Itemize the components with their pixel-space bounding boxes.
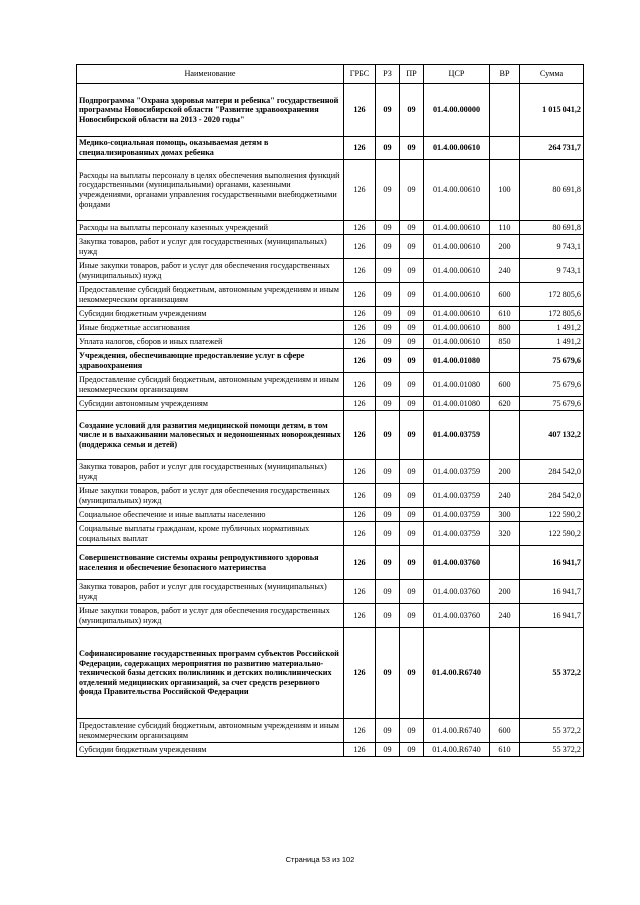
cell-grbs: 126 [344, 580, 376, 604]
cell-rz: 09 [376, 349, 400, 373]
cell-grbs: 126 [344, 411, 376, 460]
cell-csr: 01.4.00.00610 [424, 160, 490, 221]
cell-name: Предоставление субсидий бюджетным, автономным учреждениям и иным некоммерческим организациям [77, 719, 344, 743]
cell-rz: 09 [376, 522, 400, 546]
cell-csr: 01.4.00.03760 [424, 546, 490, 580]
cell-vr: 240 [490, 484, 520, 508]
cell-name: Расходы на выплаты персоналу казенных учреждений [77, 221, 344, 235]
table-row [77, 307, 584, 321]
cell-pr: 09 [400, 411, 424, 460]
cell-grbs: 126 [344, 321, 376, 335]
cell-name: Предоставление субсидий бюджетным, автономным учреждениям и иным некоммерческим организациям [77, 373, 344, 397]
cell-csr: 01.4.00.03759 [424, 484, 490, 508]
table-row [77, 484, 584, 508]
cell-name: Создание условий для развития медицинской помощи детям, в том числе и в выхаживании маловесных и недоношенных новорожденных (поддержка семьи и детей) [77, 411, 344, 460]
cell-sum: 122 590,2 [520, 508, 584, 522]
table-header-row [77, 65, 584, 84]
cell-vr: 610 [490, 743, 520, 757]
cell-rz: 09 [376, 397, 400, 411]
cell-vr: 200 [490, 460, 520, 484]
cell-name: Совершенствование системы охраны репродуктивного здоровья населения и обеспечение безопасного материнства [77, 546, 344, 580]
cell-csr: 01.4.00.00610 [424, 137, 490, 160]
cell-csr: 01.4.00.R6740 [424, 628, 490, 719]
header-csr: ЦСР [424, 65, 490, 84]
cell-sum: 55 372,2 [520, 719, 584, 743]
cell-name: Расходы на выплаты персоналу в целях обеспечения выполнения функций государственными (муниципальными) органами, казенными учреждениями, органами управления государственными внебюджетными фондами [77, 160, 344, 221]
cell-name: Уплата налогов, сборов и иных платежей [77, 335, 344, 349]
page-number: Страница 53 из 102 [285, 855, 355, 864]
cell-sum: 1 015 041,2 [520, 84, 584, 137]
cell-rz: 09 [376, 221, 400, 235]
cell-name: Закупка товаров, работ и услуг для государственных (муниципальных) нужд [77, 460, 344, 484]
cell-csr: 01.4.00.03759 [424, 460, 490, 484]
table-row [77, 160, 584, 221]
cell-csr: 01.4.00.01080 [424, 349, 490, 373]
cell-rz: 09 [376, 137, 400, 160]
cell-rz: 09 [376, 307, 400, 321]
table-row [77, 335, 584, 349]
cell-sum: 407 132,2 [520, 411, 584, 460]
cell-sum: 75 679,6 [520, 349, 584, 373]
cell-vr: 320 [490, 522, 520, 546]
cell-grbs: 126 [344, 719, 376, 743]
budget-table [76, 64, 584, 757]
cell-grbs: 126 [344, 221, 376, 235]
cell-sum: 1 491,2 [520, 321, 584, 335]
cell-rz: 09 [376, 508, 400, 522]
cell-vr [490, 628, 520, 719]
cell-name: Социальное обеспечение и иные выплаты населению [77, 508, 344, 522]
cell-grbs: 126 [344, 460, 376, 484]
cell-pr: 09 [400, 719, 424, 743]
table-row [77, 411, 584, 460]
cell-rz: 09 [376, 84, 400, 137]
cell-rz: 09 [376, 321, 400, 335]
cell-grbs: 126 [344, 137, 376, 160]
cell-sum: 80 691,8 [520, 221, 584, 235]
cell-sum: 284 542,0 [520, 460, 584, 484]
cell-grbs: 126 [344, 283, 376, 307]
cell-grbs: 126 [344, 259, 376, 283]
table-row [77, 221, 584, 235]
cell-sum: 122 590,2 [520, 522, 584, 546]
table-row [77, 349, 584, 373]
cell-sum: 75 679,6 [520, 397, 584, 411]
cell-csr: 01.4.00.03759 [424, 411, 490, 460]
cell-vr: 800 [490, 321, 520, 335]
cell-vr: 240 [490, 604, 520, 628]
cell-pr: 09 [400, 508, 424, 522]
table-row [77, 321, 584, 335]
cell-csr: 01.4.00.01080 [424, 373, 490, 397]
cell-pr: 09 [400, 484, 424, 508]
table-row [77, 137, 584, 160]
cell-rz: 09 [376, 580, 400, 604]
cell-vr: 200 [490, 235, 520, 259]
cell-rz: 09 [376, 235, 400, 259]
table-row [77, 84, 584, 137]
cell-rz: 09 [376, 604, 400, 628]
cell-csr: 01.4.00.00610 [424, 321, 490, 335]
table-row [77, 460, 584, 484]
cell-pr: 09 [400, 335, 424, 349]
cell-csr: 01.4.00.00610 [424, 259, 490, 283]
table-row [77, 259, 584, 283]
cell-csr: 01.4.00.R6740 [424, 719, 490, 743]
cell-pr: 09 [400, 283, 424, 307]
cell-grbs: 126 [344, 307, 376, 321]
cell-csr: 01.4.00.03759 [424, 522, 490, 546]
cell-csr: 01.4.00.03760 [424, 580, 490, 604]
cell-pr: 09 [400, 321, 424, 335]
cell-pr: 09 [400, 546, 424, 580]
cell-pr: 09 [400, 743, 424, 757]
cell-csr: 01.4.00.00610 [424, 235, 490, 259]
cell-vr: 100 [490, 160, 520, 221]
cell-name: Субсидии бюджетным учреждениям [77, 307, 344, 321]
cell-pr: 09 [400, 580, 424, 604]
table-row [77, 743, 584, 757]
cell-grbs: 126 [344, 604, 376, 628]
cell-name: Иные закупки товаров, работ и услуг для обеспечения государственных (муниципальных) нужд [77, 484, 344, 508]
cell-grbs: 126 [344, 349, 376, 373]
cell-csr: 01.4.00.00610 [424, 221, 490, 235]
cell-pr: 09 [400, 137, 424, 160]
cell-sum: 75 679,6 [520, 373, 584, 397]
cell-name: Предоставление субсидий бюджетным, автономным учреждениям и иным некоммерческим организациям [77, 283, 344, 307]
cell-name: Софинансирование государственных программ субъектов Российской Федерации, содержащих мероприятия по развитию материально-технической базы детских поликлиник и детских поликлинических отделений медицинских организаций, за счет средств резервного фонда Правительства Российской Федерации [77, 628, 344, 719]
cell-vr: 600 [490, 373, 520, 397]
cell-name: Учреждения, обеспечивающие предоставление услуг в сфере здравоохранения [77, 349, 344, 373]
cell-sum: 1 491,2 [520, 335, 584, 349]
cell-grbs: 126 [344, 235, 376, 259]
cell-sum: 264 731,7 [520, 137, 584, 160]
cell-rz: 09 [376, 743, 400, 757]
cell-csr: 01.4.00.00610 [424, 335, 490, 349]
cell-vr: 110 [490, 221, 520, 235]
cell-grbs: 126 [344, 522, 376, 546]
cell-grbs: 126 [344, 397, 376, 411]
cell-rz: 09 [376, 460, 400, 484]
cell-name: Медико-социальная помощь, оказываемая детям в специализированных домах ребенка [77, 137, 344, 160]
cell-grbs: 126 [344, 160, 376, 221]
cell-vr [490, 137, 520, 160]
cell-name: Закупка товаров, работ и услуг для государственных (муниципальных) нужд [77, 235, 344, 259]
cell-sum: 172 805,6 [520, 307, 584, 321]
cell-sum: 80 691,8 [520, 160, 584, 221]
table-row [77, 719, 584, 743]
cell-pr: 09 [400, 397, 424, 411]
cell-vr: 240 [490, 259, 520, 283]
cell-vr [490, 546, 520, 580]
cell-csr: 01.4.00.R6740 [424, 743, 490, 757]
cell-rz: 09 [376, 628, 400, 719]
cell-sum: 16 941,7 [520, 604, 584, 628]
cell-rz: 09 [376, 719, 400, 743]
cell-sum: 172 805,6 [520, 283, 584, 307]
table-row [77, 373, 584, 397]
cell-vr [490, 349, 520, 373]
table-row [77, 522, 584, 546]
cell-rz: 09 [376, 335, 400, 349]
header-pr: ПР [400, 65, 424, 84]
cell-sum: 9 743,1 [520, 235, 584, 259]
header-sum: Сумма [520, 65, 584, 84]
cell-sum: 284 542,0 [520, 484, 584, 508]
cell-pr: 09 [400, 307, 424, 321]
cell-vr: 850 [490, 335, 520, 349]
header-rz: РЗ [376, 65, 400, 84]
cell-name: Субсидии автономным учреждениям [77, 397, 344, 411]
cell-vr: 200 [490, 580, 520, 604]
cell-pr: 09 [400, 522, 424, 546]
cell-csr: 01.4.00.00610 [424, 283, 490, 307]
header-name: Наименование [77, 65, 344, 84]
table-row [77, 604, 584, 628]
cell-vr [490, 84, 520, 137]
cell-grbs: 126 [344, 743, 376, 757]
cell-sum: 16 941,7 [520, 546, 584, 580]
table-row [77, 628, 584, 719]
cell-pr: 09 [400, 349, 424, 373]
cell-grbs: 126 [344, 84, 376, 137]
cell-sum: 55 372,2 [520, 628, 584, 719]
cell-csr: 01.4.00.00000 [424, 84, 490, 137]
cell-name: Иные закупки товаров, работ и услуг для обеспечения государственных (муниципальных) нужд [77, 259, 344, 283]
cell-rz: 09 [376, 411, 400, 460]
cell-grbs: 126 [344, 546, 376, 580]
cell-grbs: 126 [344, 484, 376, 508]
cell-csr: 01.4.00.03760 [424, 604, 490, 628]
cell-pr: 09 [400, 460, 424, 484]
cell-name: Подпрограмма "Охрана здоровья матери и ребенка" государственной программы Новосибирской области "Развитие здравоохранения Новосибирской области на 2013 - 2020 годы" [77, 84, 344, 137]
cell-pr: 09 [400, 259, 424, 283]
cell-sum: 9 743,1 [520, 259, 584, 283]
cell-pr: 09 [400, 628, 424, 719]
table-row [77, 235, 584, 259]
cell-vr [490, 411, 520, 460]
cell-name: Социальные выплаты гражданам, кроме публичных нормативных социальных выплат [77, 522, 344, 546]
table-row [77, 283, 584, 307]
cell-vr: 600 [490, 719, 520, 743]
header-vr: ВР [490, 65, 520, 84]
cell-rz: 09 [376, 546, 400, 580]
cell-rz: 09 [376, 283, 400, 307]
cell-csr: 01.4.00.01080 [424, 397, 490, 411]
cell-pr: 09 [400, 604, 424, 628]
cell-vr: 610 [490, 307, 520, 321]
cell-name: Закупка товаров, работ и услуг для государственных (муниципальных) нужд [77, 580, 344, 604]
cell-csr: 01.4.00.00610 [424, 307, 490, 321]
table-body [77, 84, 584, 757]
cell-grbs: 126 [344, 335, 376, 349]
cell-csr: 01.4.00.03759 [424, 508, 490, 522]
cell-name: Иные закупки товаров, работ и услуг для обеспечения государственных (муниципальных) нужд [77, 604, 344, 628]
cell-name: Иные бюджетные ассигнования [77, 321, 344, 335]
cell-grbs: 126 [344, 508, 376, 522]
cell-sum: 55 372,2 [520, 743, 584, 757]
header-grbs: ГРБС [344, 65, 376, 84]
cell-pr: 09 [400, 235, 424, 259]
cell-sum: 16 941,7 [520, 580, 584, 604]
cell-rz: 09 [376, 160, 400, 221]
cell-name: Субсидии бюджетным учреждениям [77, 743, 344, 757]
cell-vr: 620 [490, 397, 520, 411]
table-row [77, 397, 584, 411]
cell-grbs: 126 [344, 373, 376, 397]
cell-pr: 09 [400, 160, 424, 221]
cell-pr: 09 [400, 373, 424, 397]
cell-pr: 09 [400, 221, 424, 235]
cell-rz: 09 [376, 484, 400, 508]
table-row [77, 580, 584, 604]
table-row [77, 508, 584, 522]
cell-vr: 600 [490, 283, 520, 307]
cell-rz: 09 [376, 373, 400, 397]
cell-pr: 09 [400, 84, 424, 137]
cell-vr: 300 [490, 508, 520, 522]
cell-grbs: 126 [344, 628, 376, 719]
table-row [77, 546, 584, 580]
cell-rz: 09 [376, 259, 400, 283]
